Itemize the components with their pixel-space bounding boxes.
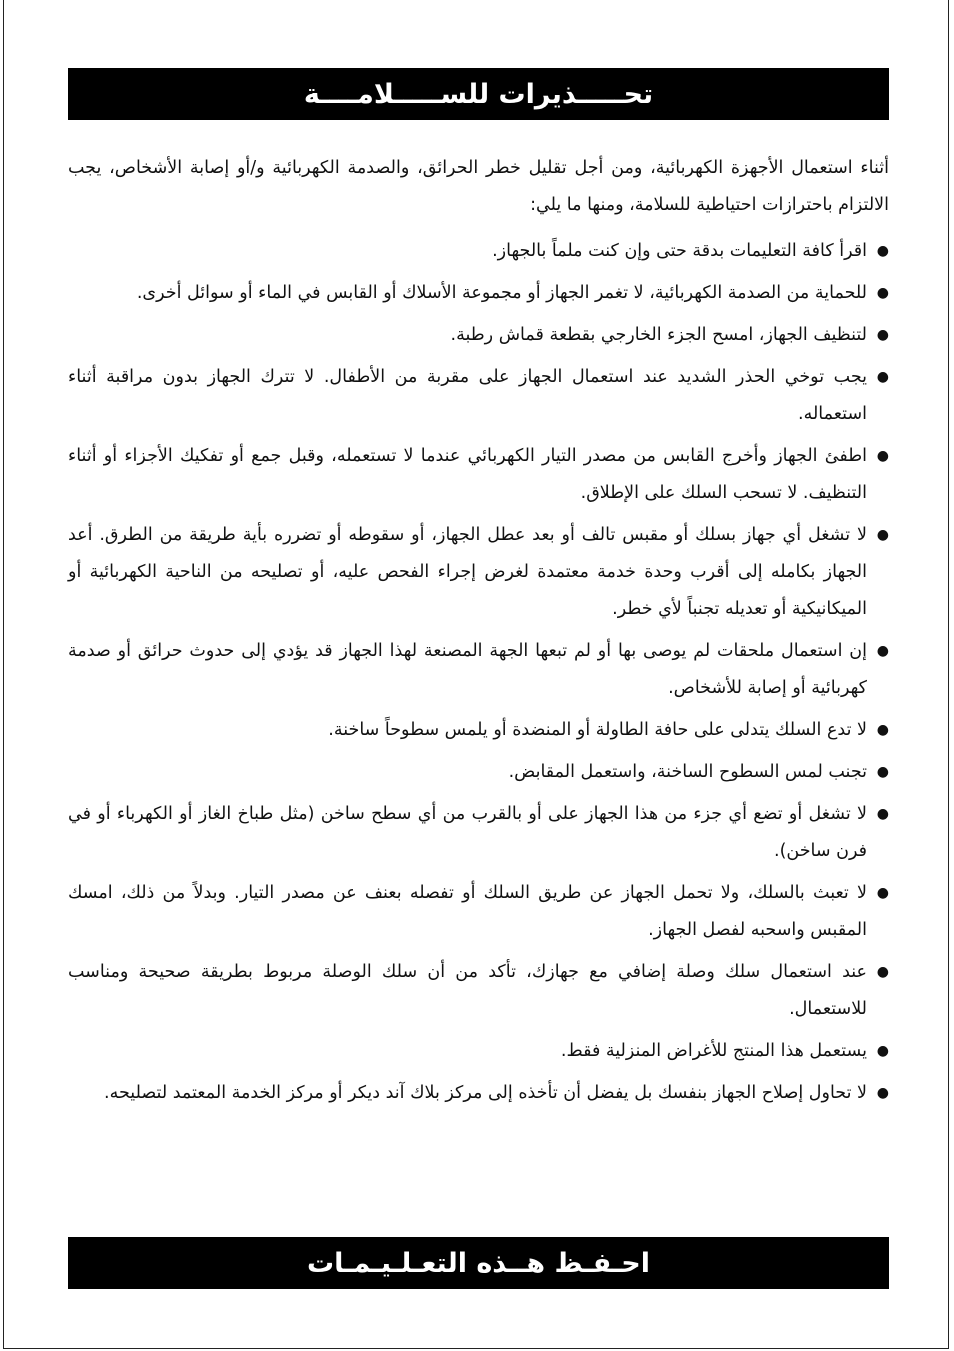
safety-rules-list [68,233,889,1112]
item-text: اقرأ كافة التعليمات بدقة حتى وإن كنت ملماً بالجهاز. [492,241,867,261]
bullet-icon: ● [876,764,889,780]
list-item [68,875,889,949]
item-text: لا تحاول إصلاح الجهاز بنفسك بل يفضل أن تأخذه إلى مركز بلاك آند ديكر أو مركز الخدمة المعتمد لتصليحه. [104,1083,867,1103]
bullet-icon: ● [876,527,889,543]
item-text: للحماية من الصدمة الكهربائية، لا تغمر الجهاز أو مجموعة الأسلاك أو القابس في الماء أو سوائل أخرى. [136,283,867,303]
item-text: لا تدع السلك يتدلى على حافة الطاولة أو المنضدة أو يلمس سطوحاً ساخنة. [328,720,867,740]
list-item [68,633,889,707]
list-item [68,517,889,628]
list-item [68,317,889,354]
list-item [68,359,889,433]
item-text: يستعمل هذا المنتج للأغراض المنزلية فقط. [560,1041,867,1061]
item-text: لتنظيف الجهاز، امسح الجزء الخارجي بقطعة قماش رطبة. [450,325,867,345]
bullet-icon: ● [876,448,889,464]
list-item [68,954,889,1028]
item-text: لا تشغل أو تضع أي جزء من هذا الجهاز على أو بالقرب من أي سطح ساخن (مثل طباخ الغاز أو الكهرباء أو في فرن ساخن). [68,804,867,861]
intro-paragraph: أثناء استعمال الأجهزة الكهربائية، ومن أجل تقليل خطر الحرائق، والصدمة الكهربائية و/أو إصابة الأشخاص، يجب الالتزام باحترازات احتياطية للسلامة، ومنها ما يلي: [68,158,889,215]
bullet-icon: ● [876,643,889,659]
list-item [68,712,889,749]
item-text: عند استعمال سلك وصلة إضافي مع جهازك، تأكد من أن سلك الوصلة مربوط بطريقة صحيحة ومناسب للاستعمال. [68,962,867,1019]
list-item [68,754,889,791]
safety-warnings-header [68,68,889,120]
bullet-icon: ● [876,964,889,980]
bullet-icon: ● [876,885,889,901]
bullet-icon: ● [876,1085,889,1101]
list-item [68,275,889,312]
header-title: تحـــــذيرات للســـــلامــــة [303,78,654,110]
bullet-icon: ● [876,369,889,385]
bullet-icon: ● [876,1043,889,1059]
footer-title: احـفـظ هــذه التعـلـيـمـات [306,1247,650,1279]
list-item [68,438,889,512]
item-text: لا تشغل أي جهاز بسلك أو مقبس تالف أو بعد عطل الجهاز، أو سقوطه أو تضرره بأية طريقة من الطرق. أعد الجهاز بكامله إلى أقرب وحدة خدمة معتمدة لغرض إجراء الفحص عليه، أو تصليحه من الناحية الكهربائية أو الميكانيكية أو تعديله تجنباً لأي خطر. [68,525,867,619]
save-instructions-footer [68,1237,889,1289]
item-text: لا تعبث بالسلك، ولا تحمل الجهاز عن طريق السلك أو تفصله بعنف عن مصدر التيار. وبدلاً من ذلك، امسك المقبس واسحبه لفصل الجهاز. [68,883,867,940]
bullet-icon: ● [876,243,889,259]
list-item [68,796,889,870]
item-text: يجب توخي الحذر الشديد عند استعمال الجهاز على مقربة من الأطفال. لا تترك الجهاز بدون مراقبة أثناء استعماله. [68,367,867,424]
bullet-icon: ● [876,806,889,822]
safety-content [68,150,889,1117]
item-text: اطفئ الجهاز وأخرج القابس من مصدر التيار الكهربائي عندما لا تستعمله، وقبل جمع أو تفكيك الأجزاء أو أثناء التنظيف. لا تسحب السلك على الإطلاق. [68,446,867,503]
bullet-icon: ● [876,327,889,343]
bullet-icon: ● [876,722,889,738]
list-item [68,233,889,270]
item-text: إن استعمال ملحقات لم يوصى بها أو لم تبعها الجهة المصنعة لهذا الجهاز قد يؤدي إلى حدوث حرائق أو صدمة كهربائية أو إصابة للأشخاص. [68,641,867,698]
list-item [68,1033,889,1070]
bullet-icon: ● [876,285,889,301]
item-text: تجنب لمس السطوح الساخنة، واستعمل المقابض. [508,762,867,782]
list-item [68,1075,889,1112]
